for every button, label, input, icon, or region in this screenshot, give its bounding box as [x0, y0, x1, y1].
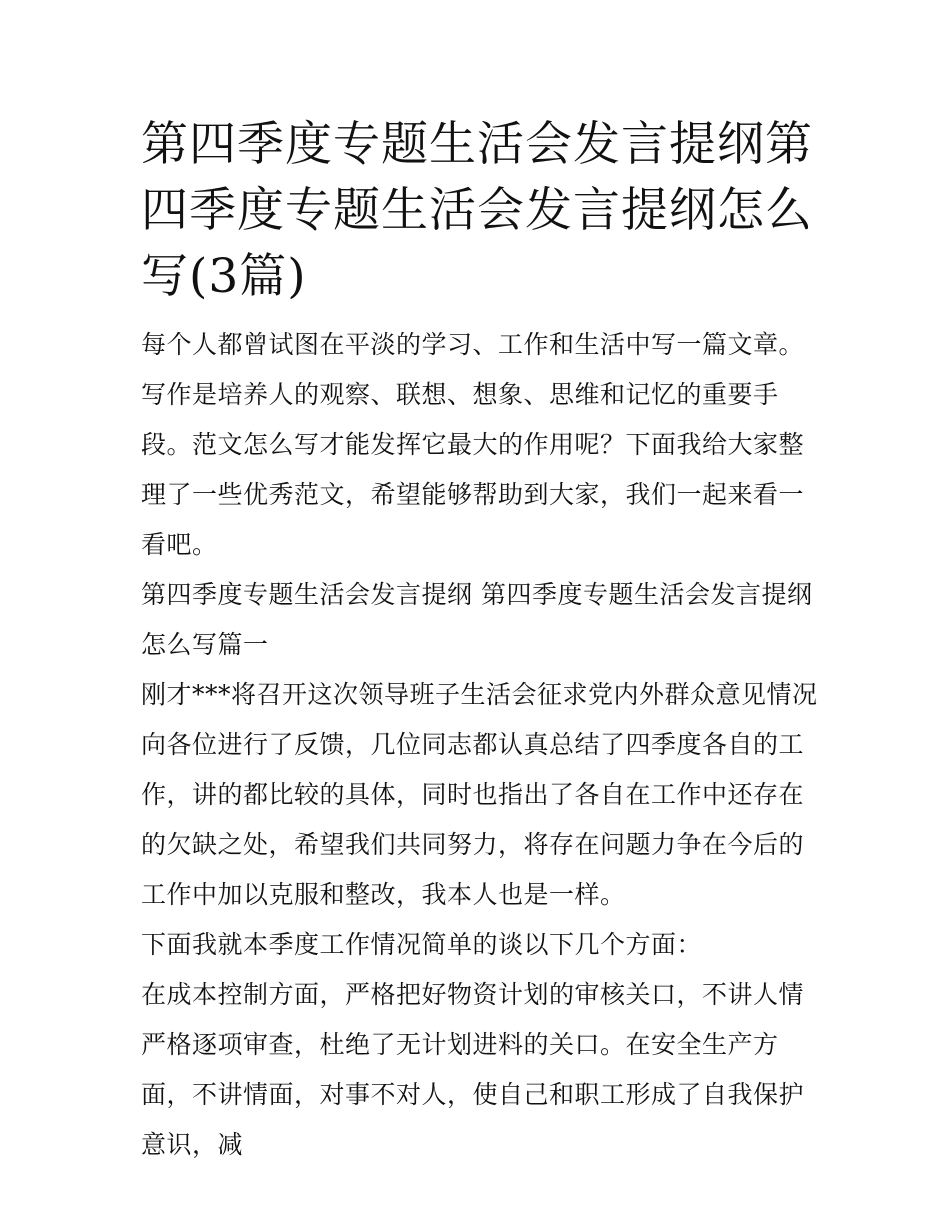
paragraph-feedback: 刚才***将召开这次领导班子生活会征求党内外群众意见情况向各位进行了反馈，几位同志都认真总结了四季度各自的工作，讲的都比较的具体，同时也指出了各自在工作中还存在的欠缺之处，希望我们共同努力，将存在问题力争在今后的工作中加以克服和整改，我本人也是一样。 [141, 680, 818, 909]
document-page [141, 112, 821, 1170]
document-body [141, 320, 821, 1170]
paragraph-aspects-intro: 下面我就本季度工作情况简单的谈以下几个方面： [141, 930, 703, 959]
paragraph-section-heading: 第四季度专题生活会发言提纲 第四季度专题生活会发言提纲怎么写篇一 [141, 580, 813, 659]
paragraph-cost-control: 在成本控制方面，严格把好物资计划的审核关口，不讲人情严格逐项审查，杜绝了无计划进料的关口。在安全生产方面，不讲情面，对事不对人，使自己和职工形成了自我保护意识，减 [141, 980, 805, 1159]
document-title: 第四季度专题生活会发言提纲第四季度专题生活会发言提纲怎么写(3篇) [141, 117, 813, 304]
paragraph-intro: 每个人都曾试图在平淡的学习、工作和生活中写一篇文章。写作是培养人的观察、联想、想象、思维和记忆的重要手段。范文怎么写才能发挥它最大的作用呢？下面我给大家整理了一些优秀范文，希望能够帮助到大家，我们一起来看一看吧。 [141, 330, 805, 559]
